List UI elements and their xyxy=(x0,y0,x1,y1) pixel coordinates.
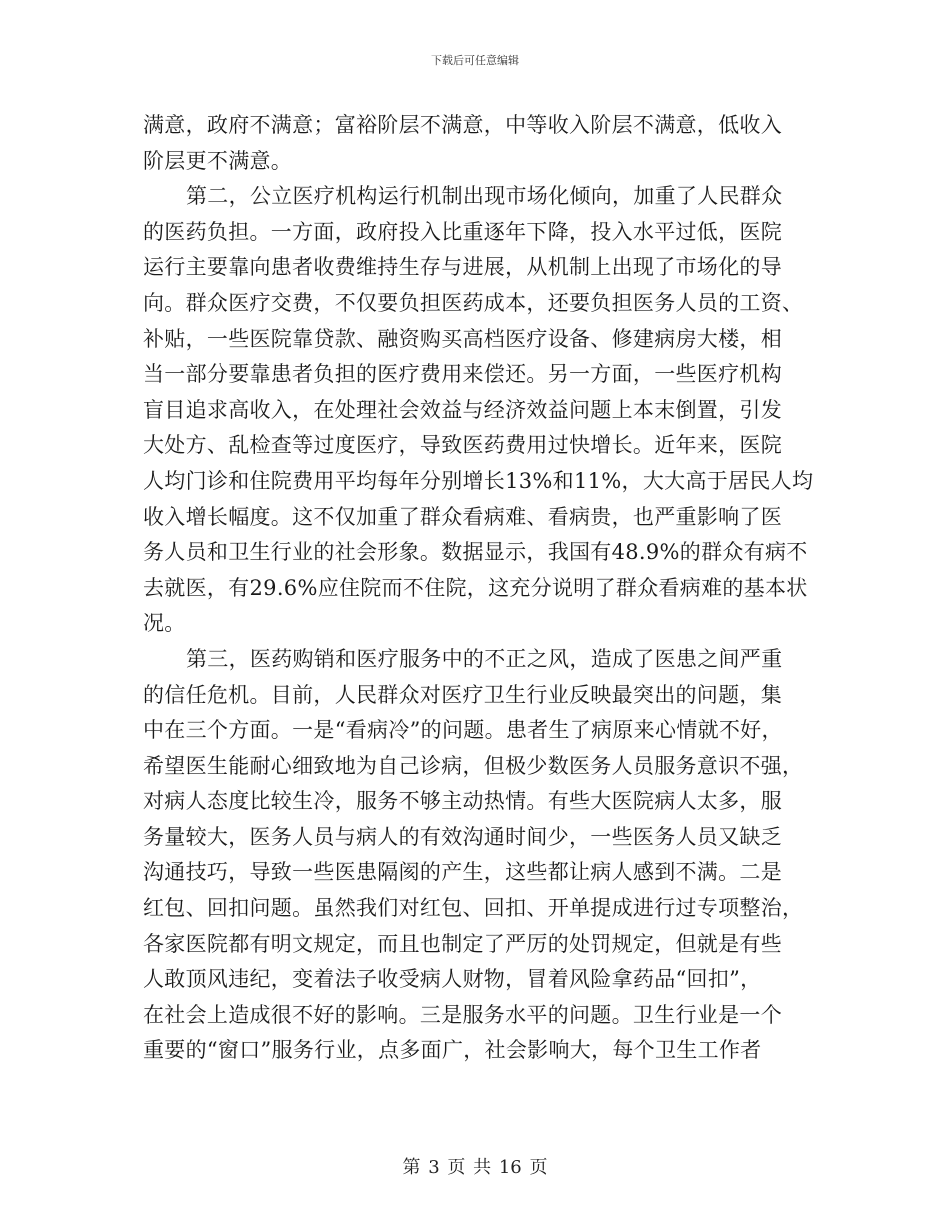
text-line: 务人员和卫生行业的社会形象。数据显示，我国有48.9%的群众有病不 xyxy=(143,540,808,565)
text-line: 当一部分要靠患者负担的医疗费用来偿还。另一方面，一些医疗机构 xyxy=(143,362,782,387)
text-line: 盲目追求高收入，在处理社会效益与经济效益问题上本末倒置，引发 xyxy=(143,397,782,422)
text-line: 人敢顶风违纪，变着法子收受病人财物，冒着风险拿药品“回扣”， xyxy=(143,967,762,992)
text-line: 补贴，一些医院靠贷款、融资购买高档医疗设备、修建病房大楼，相 xyxy=(143,326,782,351)
text-line: 希望医生能耐心细致地为自己诊病，但极少数医务人员服务意识不强， xyxy=(143,753,804,778)
text-line: 对病人态度比较生冷，服务不够主动热情。有些大医院病人太多，服 xyxy=(143,789,782,814)
paragraph-start-line: 第二，公立医疗机构运行机制出现市场化倾向，加重了人民群众 xyxy=(186,184,783,209)
page-header-note: 下载后可任意编辑 xyxy=(431,54,519,67)
text-line: 各家医院都有明文规定，而且也制定了严厉的处罚规定，但就是有些 xyxy=(143,931,782,956)
text-line: 运行主要靠向患者收费维持生存与进展，从机制上出现了市场化的导 xyxy=(143,255,782,280)
text-line: 重要的“窗口”服务行业，点多面广，社会影响大，每个卫生工作者 xyxy=(143,1038,762,1063)
text-line: 去就医，有29.6%应住院而不住院，这充分说明了群众看病难的基本状 xyxy=(143,575,808,600)
text-line: 人均门诊和住院费用平均每年分别增长13%和11%，大大高于居民人均 xyxy=(143,468,814,493)
text-line: 中在三个方面。一是“看病冷”的问题。患者生了病原来心情就不好， xyxy=(143,718,783,743)
text-line: 满意，政府不满意；富裕阶层不满意，中等收入阶层不满意，低收入 xyxy=(143,113,782,137)
text-line: 沟通技巧，导致一些医患隔阂的产生，这些都让病人感到不满。二是 xyxy=(143,860,782,885)
text-line: 的医药负担。一方面，政府投入比重逐年下降，投入水平过低，医院 xyxy=(143,219,782,244)
text-line: 阶层更不满意。 xyxy=(143,148,293,173)
document-body xyxy=(143,108,814,1069)
text-line: 的信任危机。目前，人民群众对医疗卫生行业反映最突出的问题，集 xyxy=(143,682,782,707)
text-line: 向。群众医疗交费，不仅要负担医药成本，还要负担医务人员的工资、 xyxy=(143,290,804,315)
text-line: 务量较大，医务人员与病人的有效沟通时间少，一些医务人员又缺乏 xyxy=(143,824,782,849)
text-line: 红包、回扣问题。虽然我们对红包、回扣、开单提成进行过专项整治， xyxy=(143,896,804,921)
page-number-footer: 第 3 页 共 16 页 xyxy=(402,1157,548,1178)
text-line: 收入增长幅度。这不仅加重了群众看病难、看病贵，也严重影响了医 xyxy=(143,504,782,529)
text-line: 况。 xyxy=(143,611,186,636)
text-line: 在社会上造成很不好的影响。三是服务水平的问题。卫生行业是一个 xyxy=(143,1002,782,1027)
paragraph-start-line: 第三，医药购销和医疗服务中的不正之风，造成了医患之间严重 xyxy=(186,646,783,671)
text-line: 大处方、乱检查等过度医疗，导致医药费用过快增长。近年来，医院 xyxy=(143,433,782,458)
